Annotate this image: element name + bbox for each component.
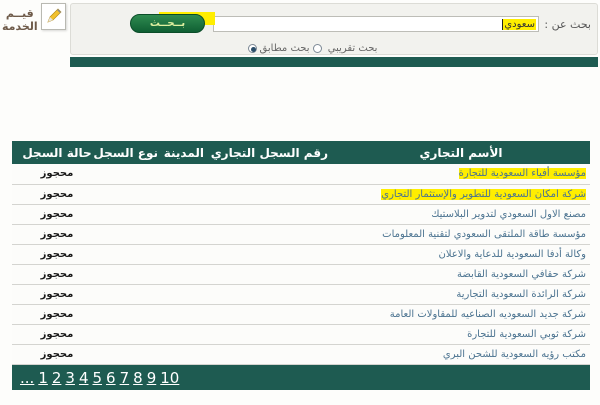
search-input[interactable]	[213, 16, 539, 32]
cr-number-cell	[208, 324, 332, 344]
table-row	[12, 164, 590, 184]
table-row	[12, 184, 590, 204]
page-link-4[interactable]: 4	[78, 368, 89, 387]
table-header-row	[12, 141, 590, 164]
page-link-5[interactable]: 5	[92, 368, 103, 387]
status-cell: محجوز	[12, 224, 102, 244]
record-type-cell	[102, 304, 162, 324]
page-link-more[interactable]: ...	[20, 368, 35, 387]
radio-approximate-search[interactable]	[248, 44, 257, 53]
table-row	[12, 304, 590, 324]
page-link-2[interactable]: 2	[51, 368, 62, 387]
header-trade-name: الأسم التجاري	[332, 141, 590, 164]
status-cell: محجوز	[12, 264, 102, 284]
cr-number-cell	[208, 204, 332, 224]
table-row	[12, 204, 590, 224]
trade-name-cell	[332, 244, 590, 264]
text-caret	[502, 19, 503, 30]
search-panel	[70, 3, 598, 55]
trade-name-cell	[332, 304, 590, 324]
city-cell	[162, 264, 208, 284]
table-row	[12, 264, 590, 284]
table-row	[12, 244, 590, 264]
search-query-highlight: سعودي	[504, 18, 535, 30]
page-link-6[interactable]: 6	[106, 368, 116, 387]
header-city: المدينة	[162, 141, 208, 164]
company-name-link[interactable]: شركة امكان السعودية للتطوير والإستثمار التجاري	[381, 188, 586, 200]
rate-service-label: قيــم الخدمة	[2, 7, 38, 33]
company-name-link[interactable]: وكالة أدفا السعودية للدعاية والاعلان	[438, 248, 586, 260]
company-name-link[interactable]: شركة حقافي السعودية القابضة	[456, 268, 586, 280]
page-link-1[interactable]: 1	[38, 368, 48, 387]
trade-name-cell	[332, 164, 590, 184]
status-cell: محجوز	[12, 184, 102, 204]
status-cell: محجوز	[12, 304, 102, 324]
city-cell	[162, 304, 208, 324]
company-name-link[interactable]: شركة ثوبي السعودية للتجارة	[467, 328, 586, 340]
search-mode-radios	[71, 43, 551, 55]
status-cell: محجوز	[12, 244, 102, 264]
city-cell	[162, 204, 208, 224]
company-name-link[interactable]: مؤسسة طاقة الملتقى السعودي لتقنية المعلومات	[382, 228, 586, 240]
trade-name-cell	[332, 284, 590, 304]
city-cell	[162, 244, 208, 264]
status-cell: محجوز	[12, 284, 102, 304]
city-cell	[162, 284, 208, 304]
record-type-cell	[102, 264, 162, 284]
cr-number-cell	[208, 244, 332, 264]
page-link-10[interactable]: 10	[160, 368, 180, 387]
header-record-status: حالة السجل	[12, 141, 102, 164]
trade-name-cell	[332, 324, 590, 344]
pagination	[12, 365, 590, 390]
company-name-link[interactable]: مصنع الاول السعودي لتدوير البلاستيك	[431, 208, 586, 220]
trade-name-cell	[332, 224, 590, 244]
table-row	[12, 344, 590, 364]
pencil-icon	[41, 3, 66, 30]
cr-number-cell	[208, 224, 332, 244]
cr-number-cell	[208, 304, 332, 324]
record-type-cell	[102, 224, 162, 244]
page-link-8[interactable]: 8	[133, 368, 143, 387]
header-cr-number: رقم السجل التجاري	[208, 141, 332, 164]
header-record-type: نوع السجل	[102, 141, 162, 164]
teal-divider-bar	[70, 57, 598, 67]
status-cell: محجوز	[12, 344, 102, 364]
trade-name-cell	[332, 264, 590, 284]
city-cell	[162, 344, 208, 364]
company-name-link[interactable]: شركة الرائدة السعودية التجارية	[456, 288, 586, 300]
record-type-cell	[102, 344, 162, 364]
cr-number-cell	[208, 164, 332, 184]
trade-name-cell	[332, 344, 590, 364]
city-cell	[162, 224, 208, 244]
table-body	[12, 164, 590, 364]
record-type-cell	[102, 184, 162, 204]
page-link-9[interactable]: 9	[146, 368, 157, 387]
results-area	[12, 141, 590, 390]
status-cell: محجوز	[12, 204, 102, 224]
city-cell	[162, 324, 208, 344]
radio-approximate-label: بحث تقريبي	[327, 43, 378, 54]
city-cell	[162, 184, 208, 204]
record-type-cell	[102, 284, 162, 304]
search-for-label: بحث عن :	[544, 18, 591, 31]
cr-number-cell	[208, 264, 332, 284]
record-type-cell	[102, 164, 162, 184]
cr-number-cell	[208, 344, 332, 364]
results-table	[12, 141, 590, 365]
record-type-cell	[102, 204, 162, 224]
trade-name-cell	[332, 204, 590, 224]
rate-service-logo[interactable]	[2, 3, 66, 33]
topbar	[0, 0, 600, 70]
cr-number-cell	[208, 184, 332, 204]
status-cell: محجوز	[12, 324, 102, 344]
company-name-link[interactable]: شركة جديد السعوديه الصناعيه للمقاولات العامة	[389, 308, 586, 320]
city-cell	[162, 164, 208, 184]
page-link-7[interactable]: 7	[119, 368, 130, 387]
table-row	[12, 224, 590, 244]
radio-exact-search[interactable]	[313, 44, 322, 53]
radio-exact-label: بحث مطابق	[259, 43, 310, 54]
search-button[interactable]: بــحــث	[130, 14, 205, 33]
table-row	[12, 284, 590, 304]
status-cell: محجوز	[12, 164, 102, 184]
table-row	[12, 324, 590, 344]
cr-number-cell	[208, 284, 332, 304]
record-type-cell	[102, 244, 162, 264]
company-name-link[interactable]: مؤسسة أفياء السعودية للتجارة	[458, 168, 586, 180]
company-name-link[interactable]: مكتب رؤيه السعودية للشحن البري	[442, 348, 586, 360]
record-type-cell	[102, 324, 162, 344]
trade-name-cell	[332, 184, 590, 204]
page-link-3[interactable]: 3	[65, 368, 75, 387]
